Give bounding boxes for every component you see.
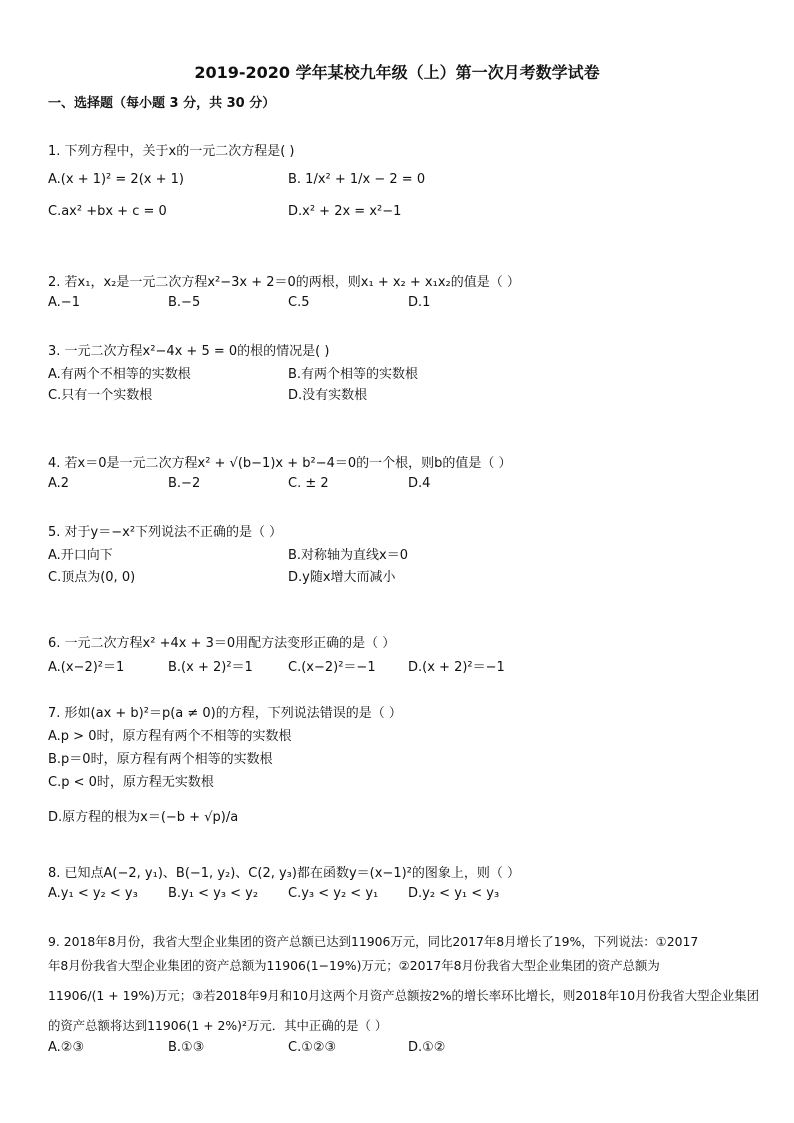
question-1-stem: 1. 下列方程中，关于x的一元二次方程是( )	[48, 144, 295, 159]
question-9-option-c: C.①②③	[288, 1040, 337, 1055]
question-7-option-b: B.p＝0时，原方程有两个相等的实数根	[48, 752, 273, 767]
question-2-option-a: A.−1	[48, 295, 80, 310]
question-1-option-c: C.ax² +bx + c = 0	[48, 204, 167, 219]
question-3-option-d: D.没有实数根	[288, 388, 368, 403]
question-5-option-a: A.开口向下	[48, 548, 113, 563]
question-9-line-3: 11906/(1 + 19%)万元；③若2018年9月和10月这两个月资产总额按2%的增长率环比增长，则2018年10月份我省大型企业集团	[48, 988, 760, 1003]
question-8-option-c: C.y₃ < y₂ < y₁	[288, 886, 379, 901]
question-5-option-c: C.顶点为(0, 0)	[48, 570, 136, 585]
question-5-option-b: B.对称轴为直线x＝0	[288, 548, 409, 563]
question-8-stem: 8. 已知点A(−2, y₁)、B(−1, y₂)、C(2, y₃)都在函数y＝(x−1)²的图象上，则（ ）	[48, 866, 520, 881]
question-2-option-b: B.−5	[168, 295, 201, 310]
question-3-stem: 3. 一元二次方程x²−4x + 5 = 0的根的情况是( )	[48, 344, 330, 359]
question-4-option-d: D.4	[408, 476, 431, 491]
question-9-line-2: 年8月份我省大型企业集团的资产总额为11906(1−19%)万元；②2017年8月份我省大型企业集团的资产总额为	[48, 958, 660, 973]
question-7-option-d: D.原方程的根为x＝(−b + √p)/a	[48, 810, 239, 825]
question-6-option-a: A.(x−2)²＝1	[48, 660, 125, 675]
question-4-option-c: C. ± 2	[288, 476, 329, 491]
question-6-option-c: C.(x−2)²＝−1	[288, 660, 376, 675]
question-4-stem: 4. 若x＝0是一元二次方程x² + √(b−1)x + b²−4＝0的一个根，则b的值是（ ）	[48, 456, 512, 471]
question-3-option-c: C.只有一个实数根	[48, 388, 153, 403]
question-9-option-a: A.②③	[48, 1040, 85, 1055]
question-8-option-b: B.y₁ < y₃ < y₂	[168, 886, 259, 901]
question-7-option-a: A.p > 0时，原方程有两个不相等的实数根	[48, 729, 292, 744]
question-9-line-4: 的资产总额将达到11906(1 + 2%)²万元．其中正确的是（ ）	[48, 1018, 388, 1033]
question-2-option-d: D.1	[408, 295, 431, 310]
question-6-option-d: D.(x + 2)²＝−1	[408, 660, 505, 675]
question-4-option-a: A.2	[48, 476, 70, 491]
question-5-option-d: D.y随x增大而减小	[288, 570, 396, 585]
question-9-option-d: D.①②	[408, 1040, 446, 1055]
section-heading: 一、选择题（每小题 3 分，共 30 分）	[48, 96, 276, 111]
question-6-stem: 6. 一元二次方程x² +4x + 3＝0用配方法变形正确的是（ ）	[48, 636, 396, 651]
question-3-option-a: A.有两个不相等的实数根	[48, 367, 191, 382]
question-9-line-1: 9. 2018年8月份，我省大型企业集团的资产总额已达到11906万元，同比2017年8月增长了19%，下列说法：①2017	[48, 934, 699, 949]
question-2-stem: 2. 若x₁，x₂是一元二次方程x²−3x + 2＝0的两根，则x₁ + x₂ + x₁x₂的值是（ ）	[48, 275, 520, 290]
question-1-option-b: B. 1/x² + 1/x − 2 = 0	[288, 172, 426, 187]
question-7-option-c: C.p < 0时，原方程无实数根	[48, 775, 214, 790]
question-1-option-d: D.x² + 2x = x²−1	[288, 204, 402, 219]
question-7-stem: 7. 形如(ax + b)²＝p(a ≠ 0)的方程，下列说法错误的是（ ）	[48, 706, 402, 721]
question-3-option-b: B.有两个相等的实数根	[288, 367, 419, 382]
question-1-option-a: A.(x + 1)² = 2(x + 1)	[48, 172, 184, 187]
question-8-option-d: D.y₂ < y₁ < y₃	[408, 886, 500, 901]
page-title: 2019-2020 学年某校九年级（上）第一次月考数学试卷	[194, 63, 600, 82]
question-8-option-a: A.y₁ < y₂ < y₃	[48, 886, 138, 901]
question-5-stem: 5. 对于y＝−x²下列说法不正确的是（ ）	[48, 525, 283, 540]
question-4-option-b: B.−2	[168, 476, 201, 491]
question-9-option-b: B.①③	[168, 1040, 205, 1055]
question-6-option-b: B.(x + 2)²＝1	[168, 660, 253, 675]
question-2-option-c: C.5	[288, 295, 310, 310]
